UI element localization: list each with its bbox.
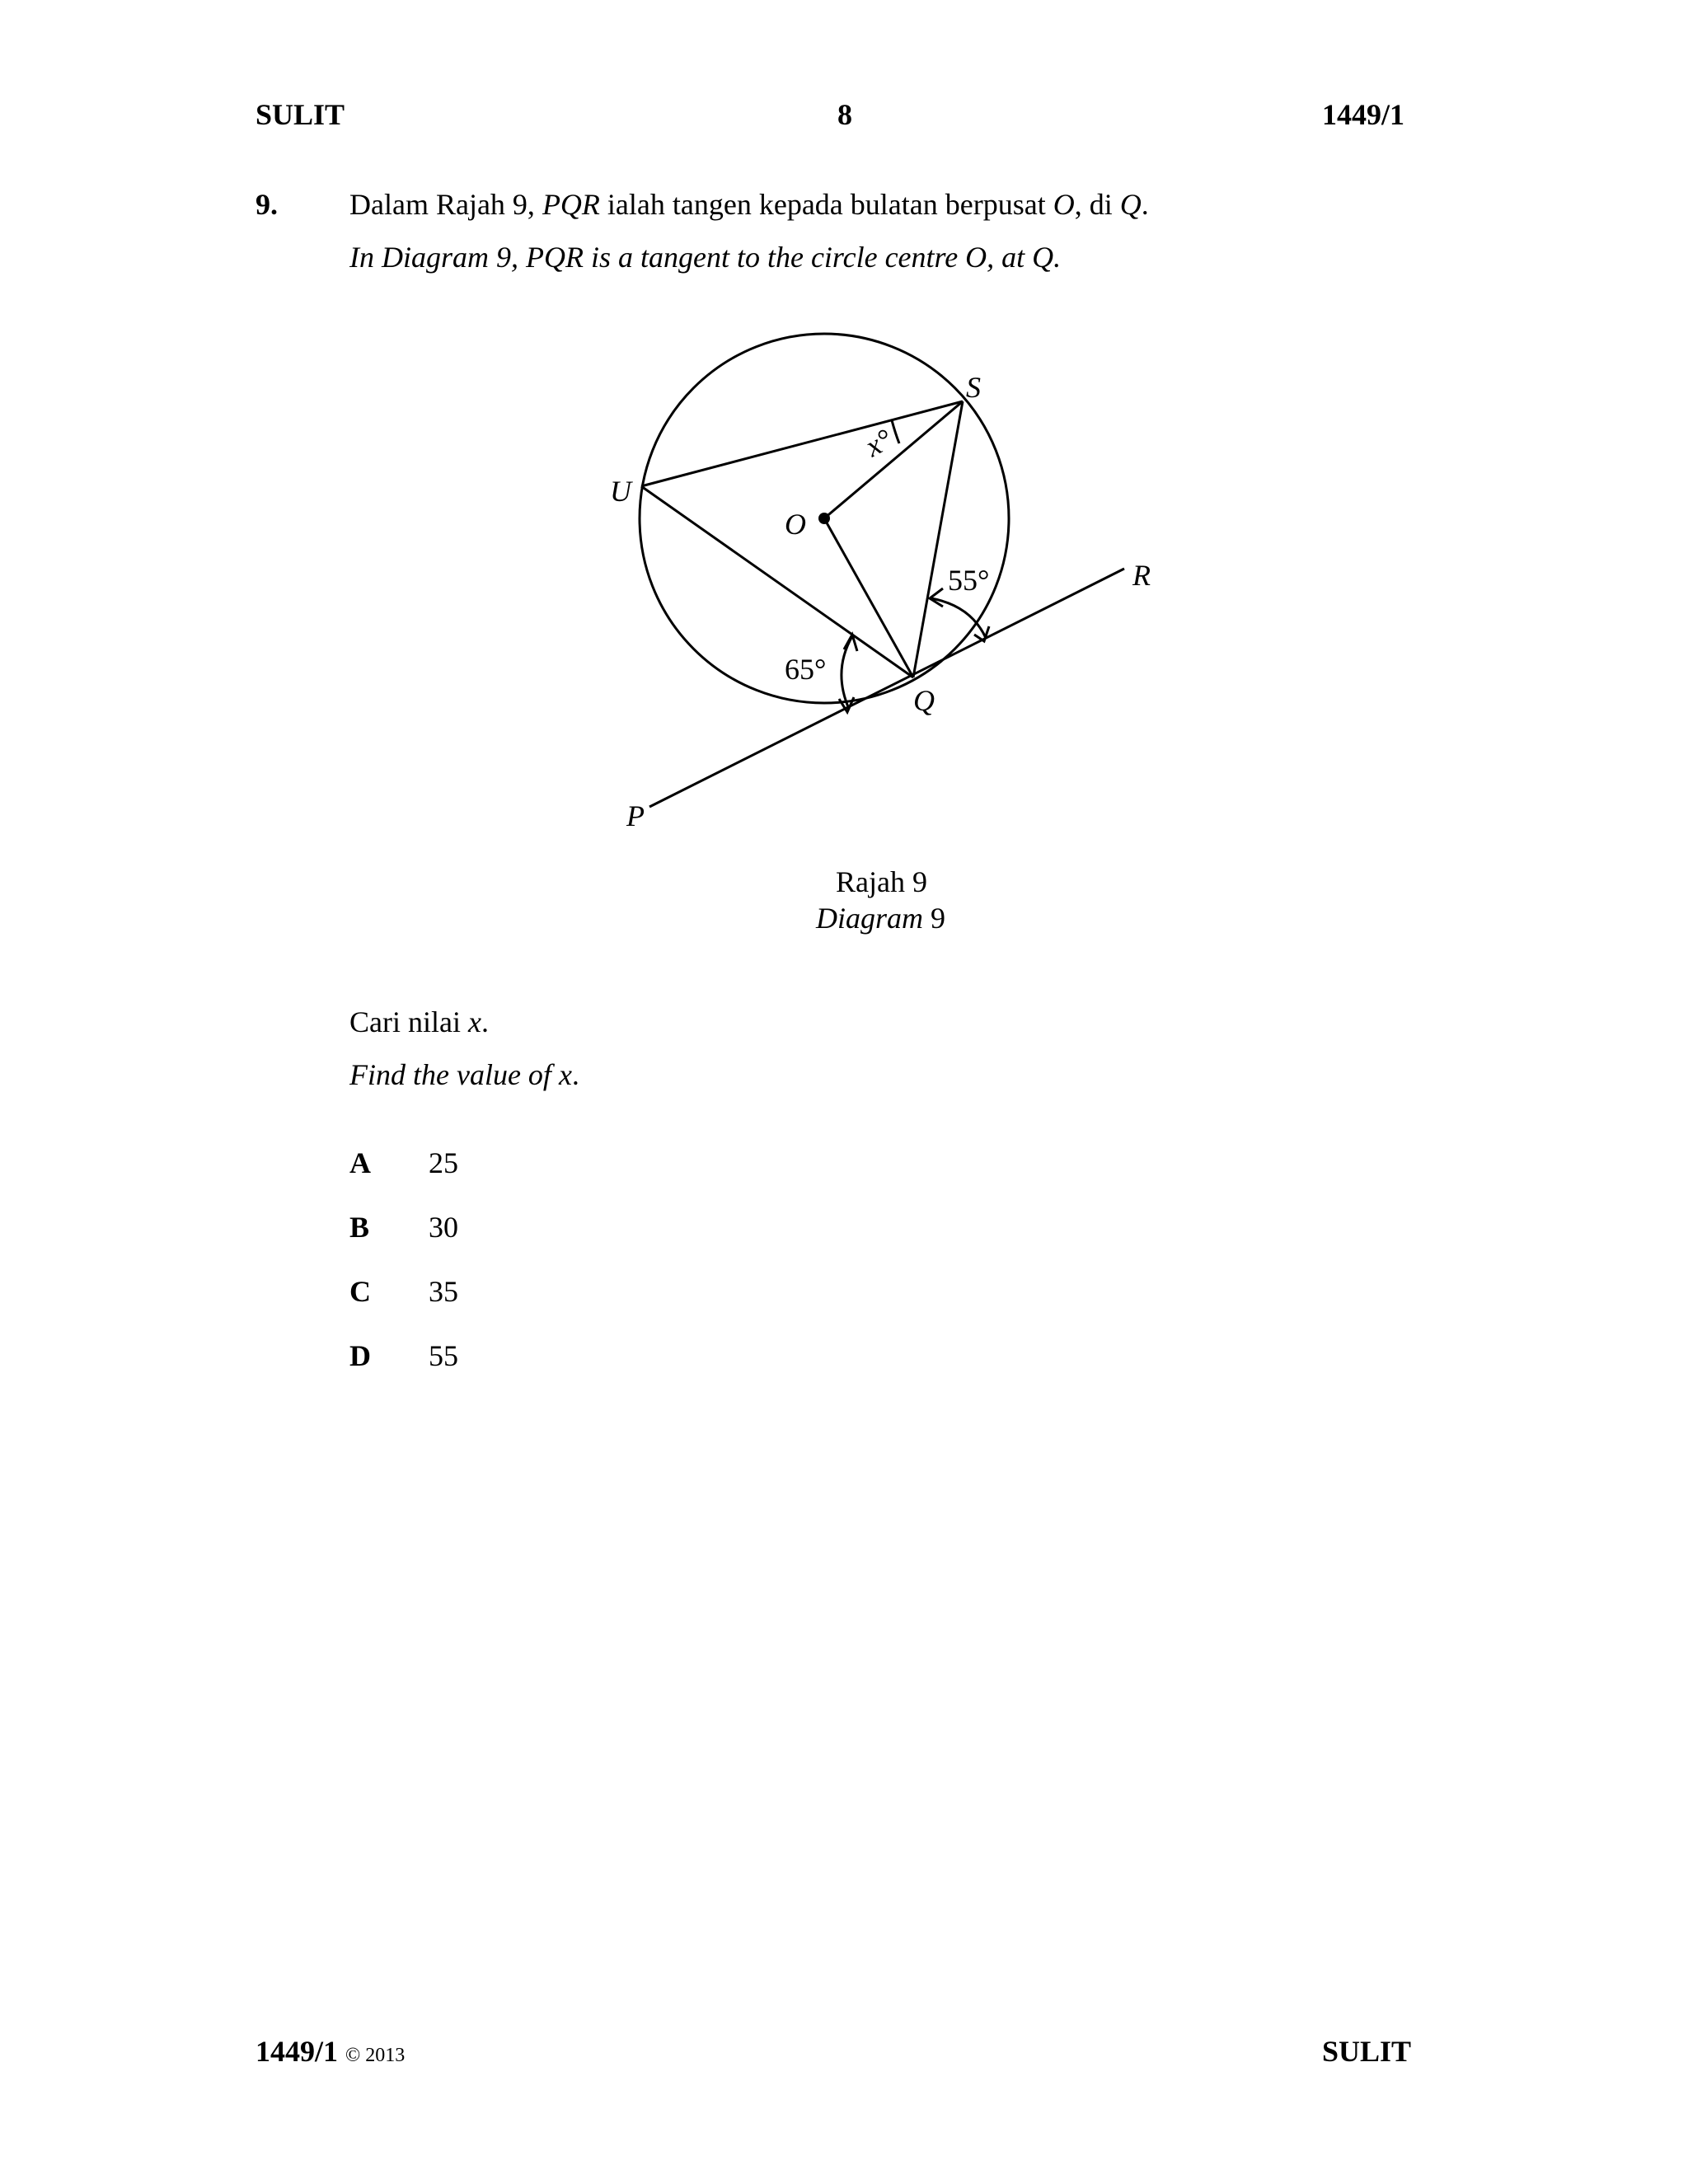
option-a-letter: A <box>349 1146 371 1179</box>
chord-sq <box>913 401 963 677</box>
option-c-value: 35 <box>429 1275 458 1308</box>
tangent-line-pqr <box>649 569 1124 807</box>
footer-paper-code: 1449/1 <box>256 2035 339 2068</box>
option-b-letter: B <box>349 1211 370 1244</box>
label-55-degrees: 55° <box>948 564 990 597</box>
chord-uq <box>641 486 913 677</box>
angle-x-arc <box>892 420 899 443</box>
label-s: S <box>966 371 981 404</box>
circle-tangent-diagram <box>0 0 1688 907</box>
option-d-value: 55 <box>429 1339 458 1372</box>
caption-malay: Rajah 9 <box>836 865 927 898</box>
label-u: U <box>610 475 631 508</box>
label-65-degrees: 65° <box>785 653 827 686</box>
label-q: Q <box>913 684 935 717</box>
label-p: P <box>626 799 645 832</box>
radius-oq <box>824 518 913 677</box>
paper-code-header: 1449/1 <box>1322 98 1405 131</box>
page-number: 8 <box>837 98 852 131</box>
caption-english: Diagram 9 <box>816 902 946 935</box>
option-a-value: 25 <box>429 1146 458 1179</box>
question-number: 9. <box>256 188 278 221</box>
center-point-o <box>818 513 830 524</box>
header-sulit-left: SULIT <box>256 98 345 131</box>
chord-us <box>641 401 963 486</box>
question-text-english: In Diagram 9, PQR is a tangent to the circle centre O, at Q. <box>349 241 1062 274</box>
footer-left <box>256 2034 405 2069</box>
angle-65-arc <box>842 636 852 709</box>
question-text-malay: Dalam Rajah 9, PQR ialah tangen kepada bulatan berpusat O, di Q. <box>349 188 1149 221</box>
option-c-letter: C <box>349 1275 371 1308</box>
angle-55-arrowhead-top <box>930 588 943 607</box>
label-r: R <box>1132 559 1151 592</box>
label-o: O <box>785 508 806 541</box>
prompt-malay: Cari nilai x. <box>349 1005 489 1038</box>
option-d-letter: D <box>349 1339 371 1372</box>
footer-sulit-right: SULIT <box>1322 2035 1412 2068</box>
option-b-value: 30 <box>429 1211 458 1244</box>
label-x-angle: x° <box>860 422 898 463</box>
footer-copyright: © 2013 <box>345 2045 406 2066</box>
prompt-english: Find the value of x. <box>349 1058 579 1091</box>
